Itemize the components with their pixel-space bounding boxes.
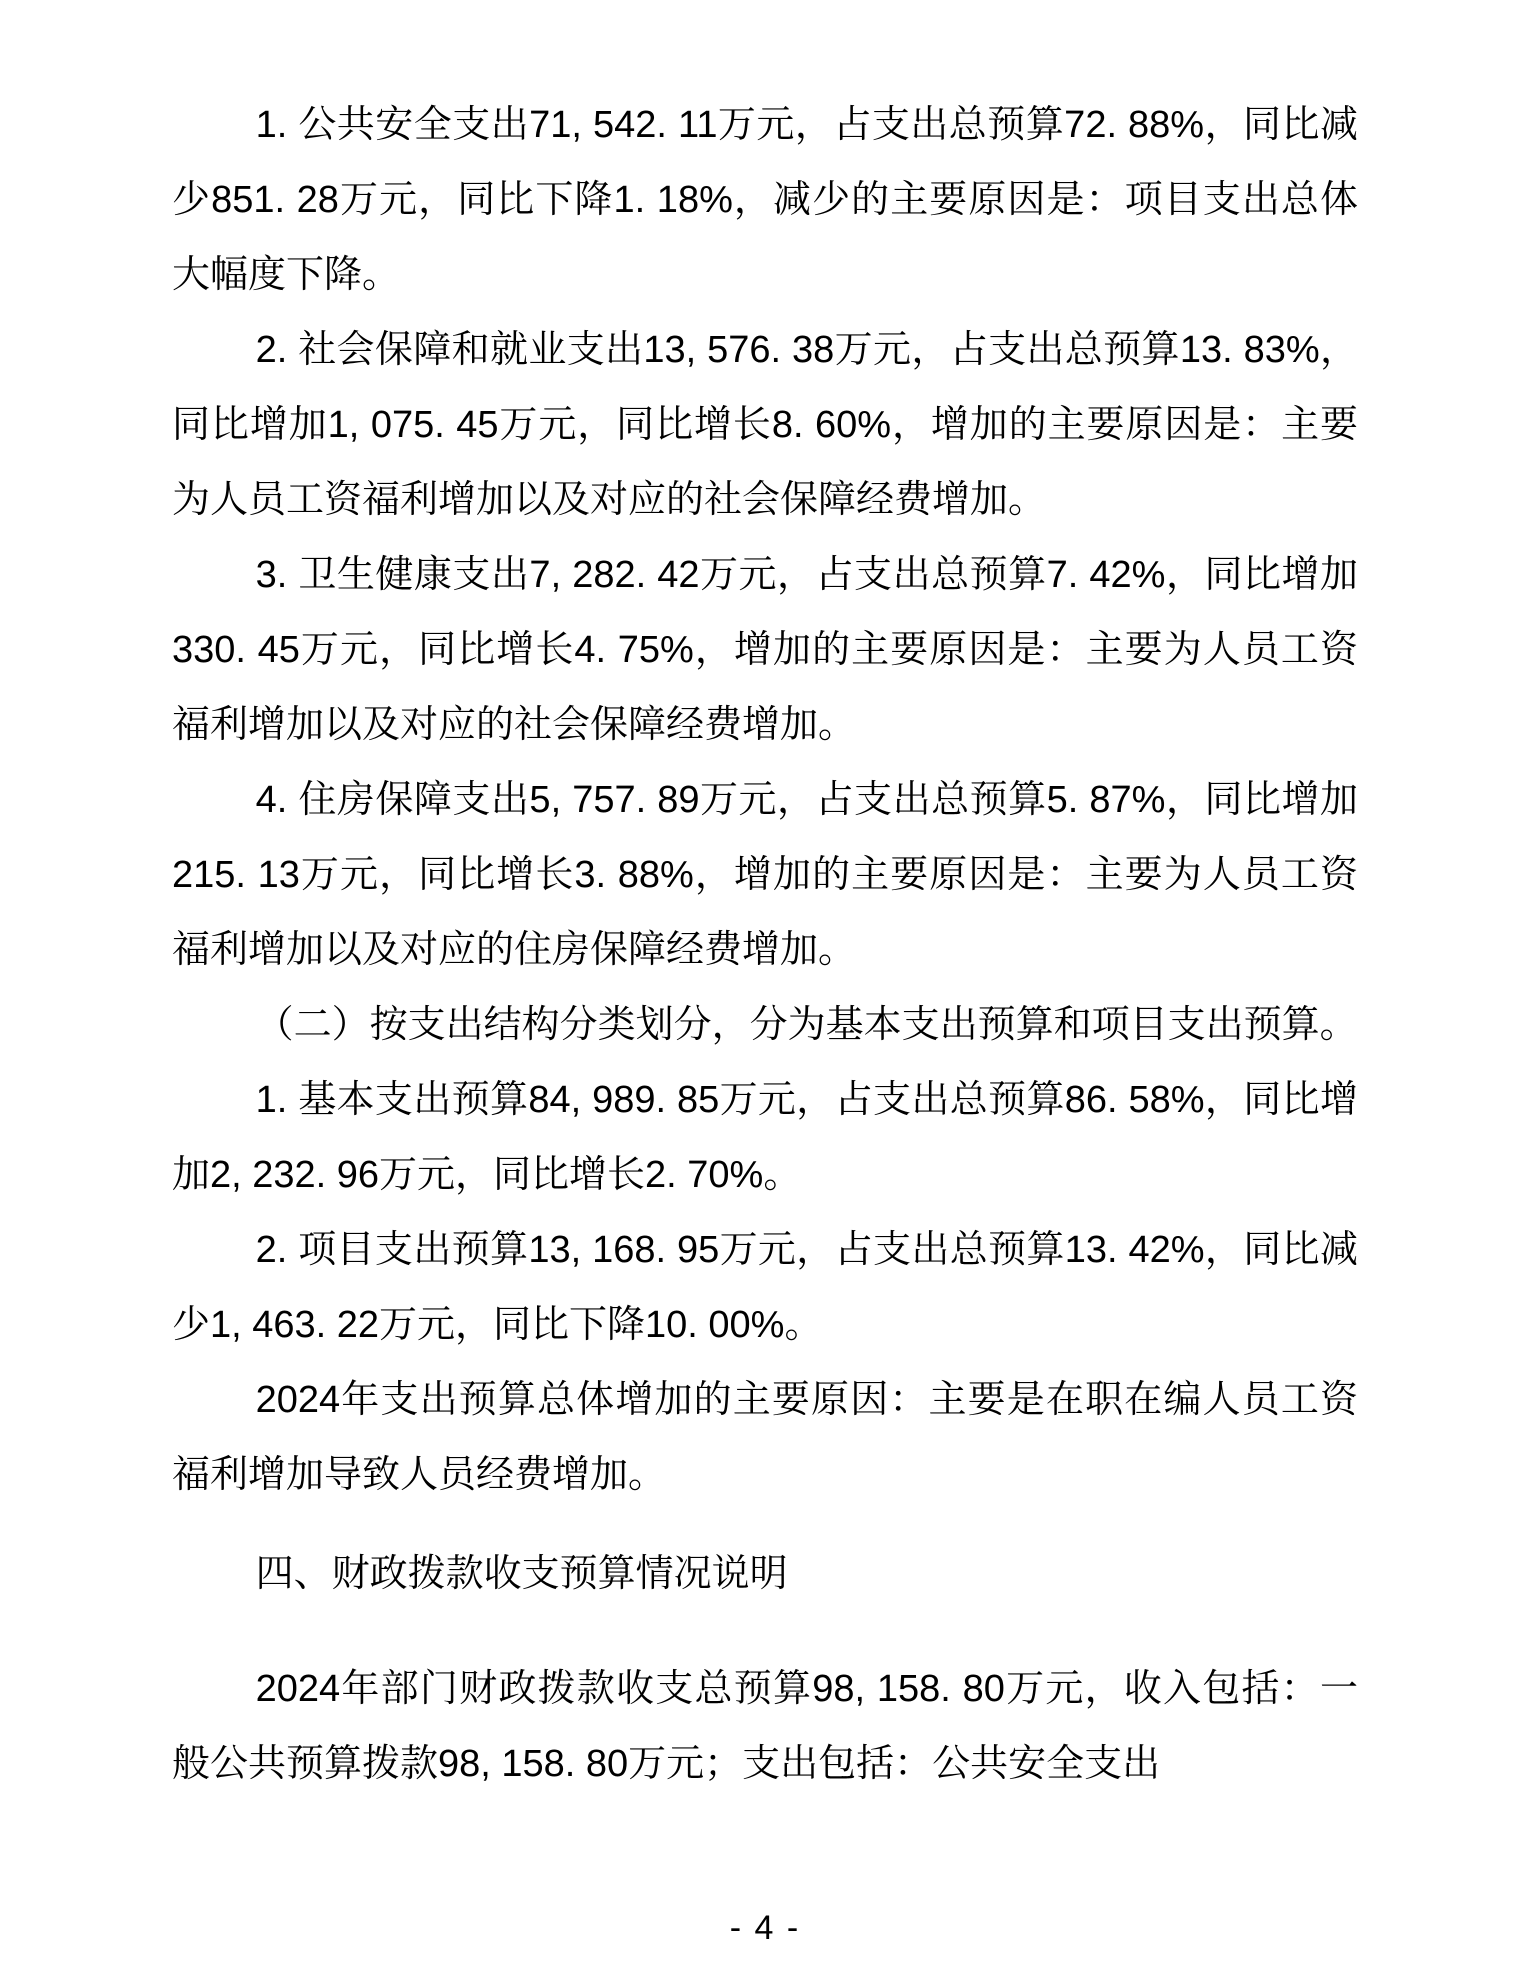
paragraph-fiscal-appropriation-total-budget: 2024年部门财政拨款收支总预算98, 158. 80万元，收入包括：一般公共预算拨款98, 158. 80万元；支出包括：公共安全支出 xyxy=(172,1668,1358,1785)
paragraph-expenditure-structure-classification: （二）按支出结构分类划分，分为基本支出预算和项目支出预算。 xyxy=(255,1004,1358,1046)
paragraph-social-security-employment-expenditure: 2. 社会保障和就业支出13, 576. 38万元，占支出总预算13. 83%，同比增加1, 075. 45万元，同比增长8. 60%，增加的主要原因是：主要为人员工资福利增加以及对应的社会保障经费增加。 xyxy=(172,329,1358,521)
page-number: - 4 - xyxy=(729,1909,801,1947)
section-heading-fiscal-appropriation: 四、财政拨款收支预算情况说明 xyxy=(255,1553,788,1595)
paragraph-housing-security-expenditure: 4. 住房保障支出5, 757. 89万元，占支出总预算5. 87%，同比增加215. 13万元，同比增长3. 88%，增加的主要原因是：主要为人员工资福利增加以及对应的住房保障经费增加。 xyxy=(172,779,1358,971)
page-body-text xyxy=(172,88,1358,1802)
paragraph-health-expenditure: 3. 卫生健康支出7, 282. 42万元，占支出总预算7. 42%，同比增加330. 45万元，同比增长4. 75%，增加的主要原因是：主要为人员工资福利增加以及对应的社会保障经费增加。 xyxy=(172,554,1358,746)
paragraph-basic-expenditure-budget: 1. 基本支出预算84, 989. 85万元，占支出总预算86. 58%，同比增加2, 232. 96万元，同比增长2. 70%。 xyxy=(172,1079,1358,1196)
paragraph-public-safety-expenditure: 1. 公共安全支出71, 542. 11万元，占支出总预算72. 88%，同比减少851. 28万元，同比下降1. 18%，减少的主要原因是：项目支出总体大幅度下降。 xyxy=(172,104,1358,296)
paragraph-project-expenditure-budget: 2. 项目支出预算13, 168. 95万元，占支出总预算13. 42%，同比减少1, 463. 22万元，同比下降10. 00%。 xyxy=(172,1229,1358,1346)
paragraph-overall-increase-reason: 2024年支出预算总体增加的主要原因：主要是在职在编人员工资福利增加导致人员经费增加。 xyxy=(172,1379,1358,1496)
